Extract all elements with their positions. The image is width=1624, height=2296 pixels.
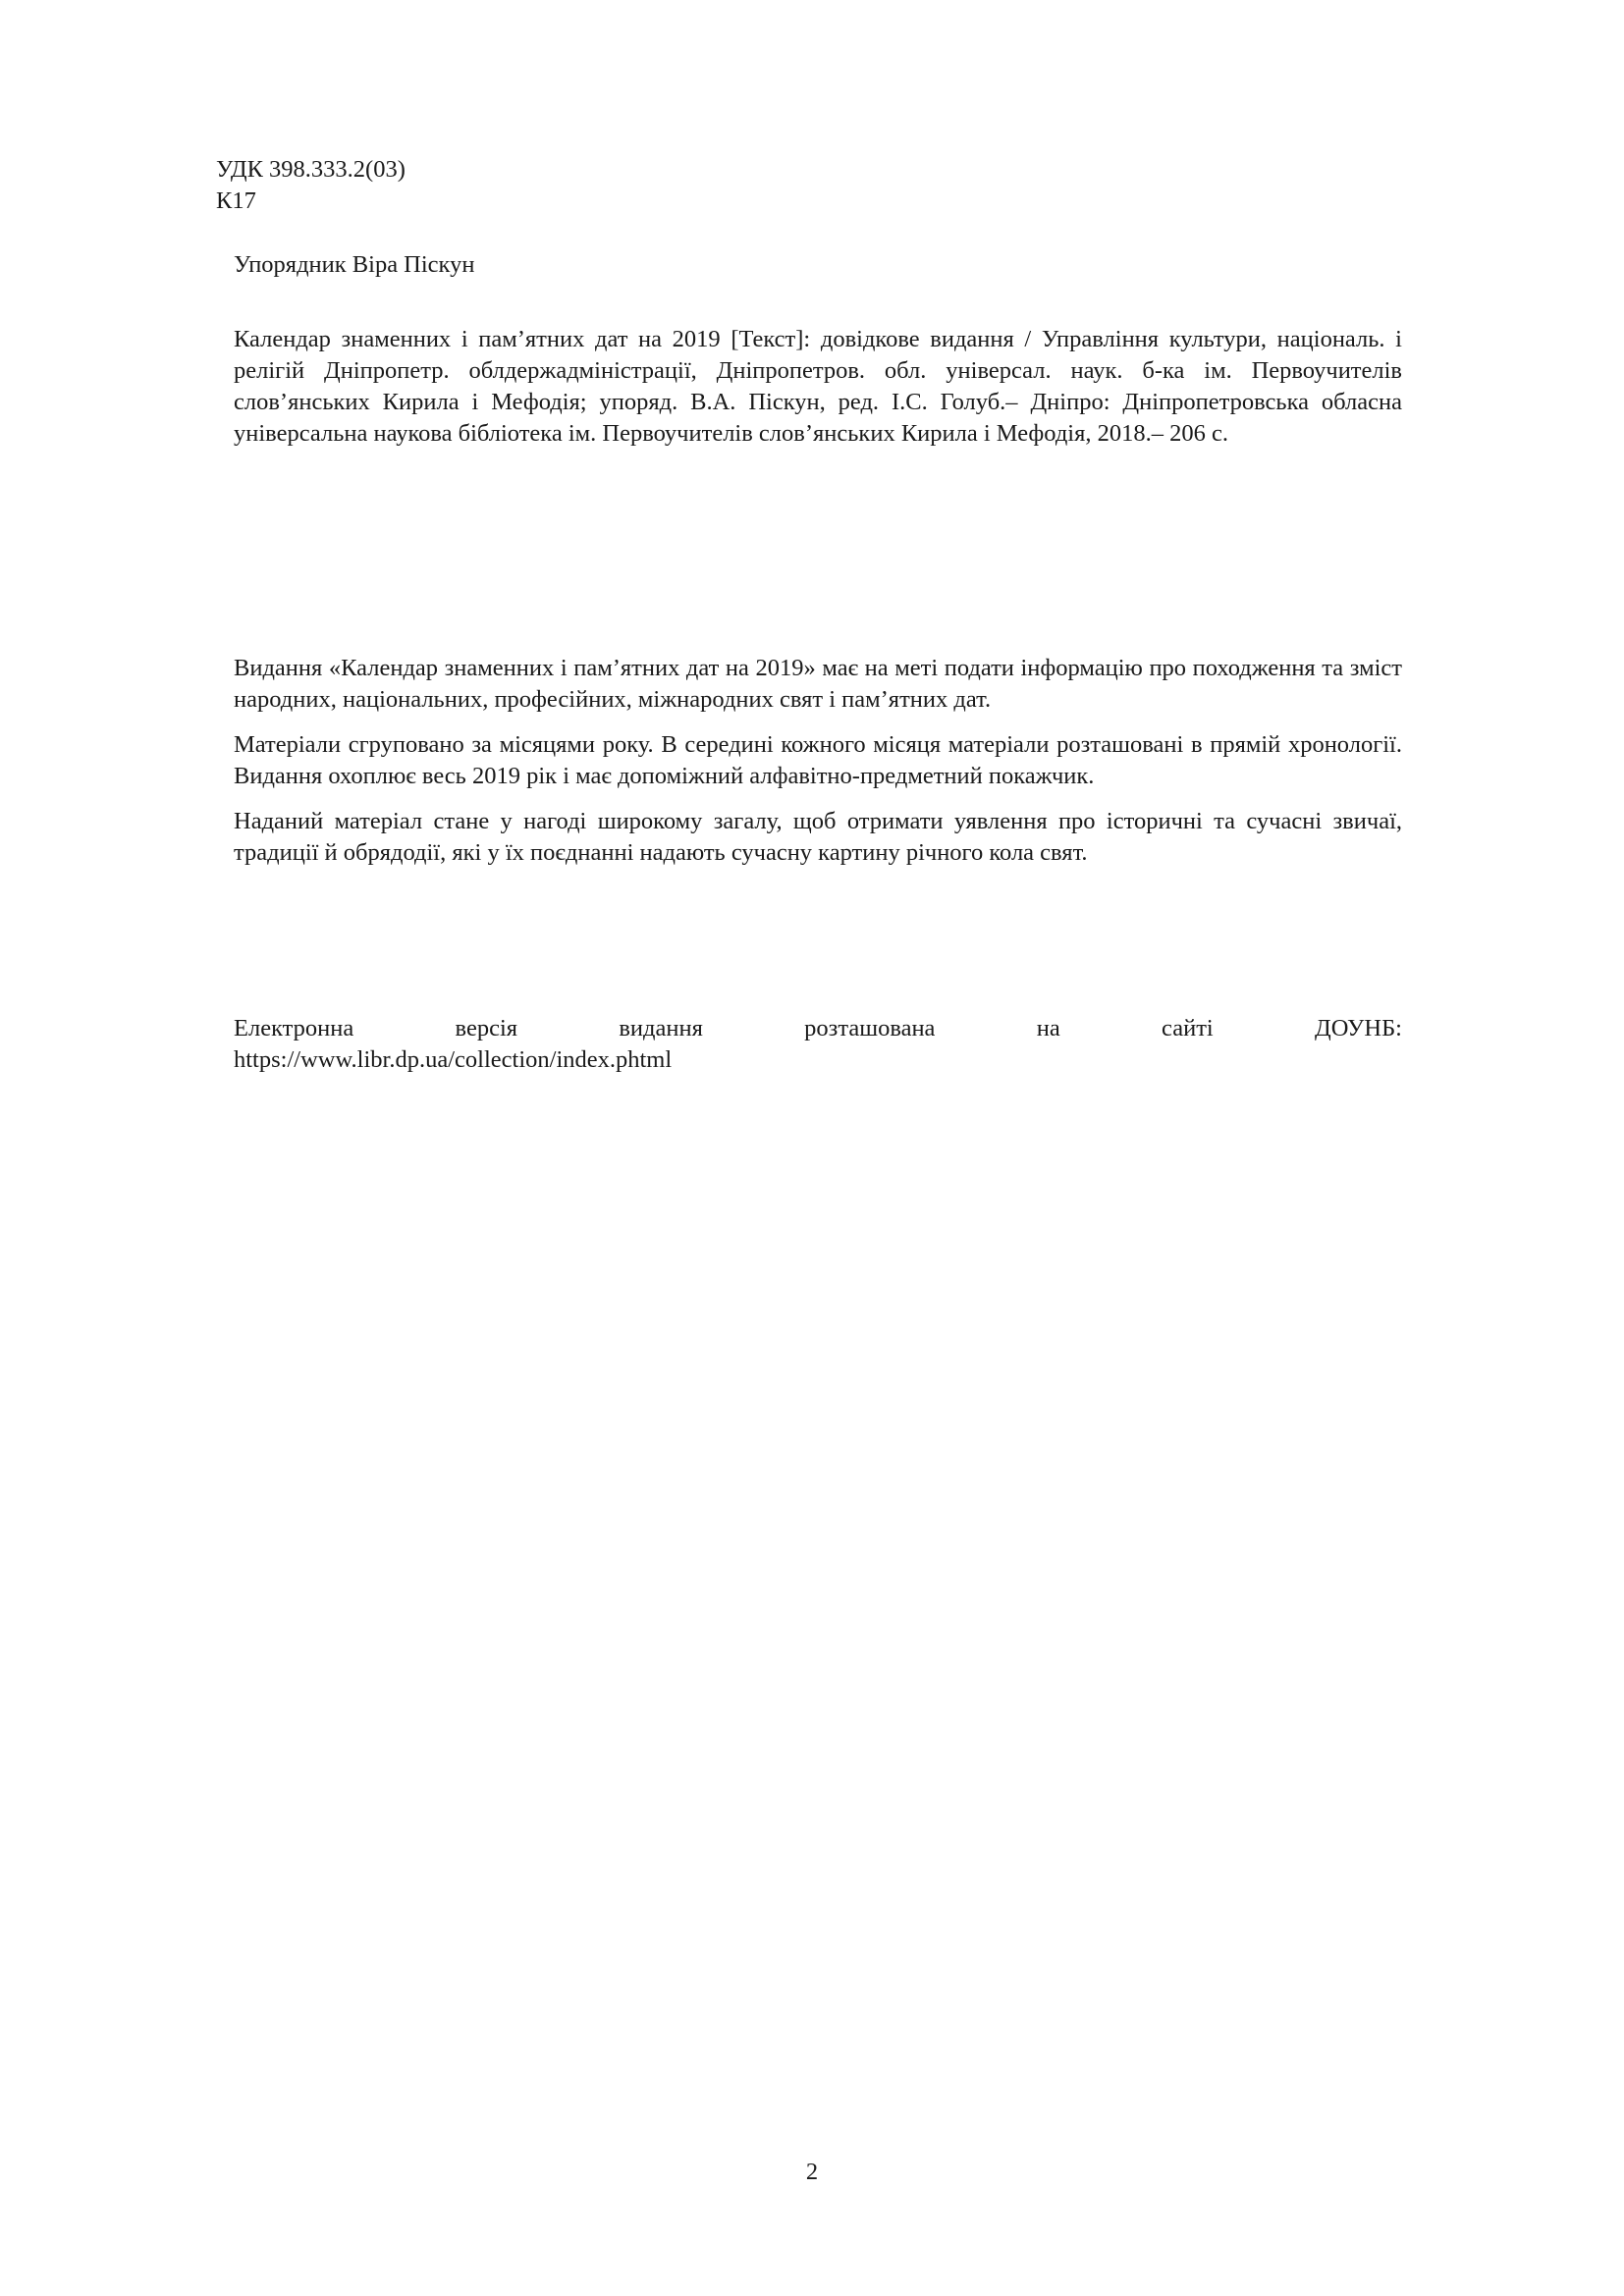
online-version-url: https://www.libr.dp.ua/collection/index.phtml (234, 1046, 673, 1073)
online-word: видання (619, 1015, 703, 1041)
online-word: сайті (1162, 1015, 1214, 1041)
online-word: розташована (804, 1015, 936, 1041)
page-number: 2 (805, 2159, 819, 2185)
bibliographic-record (234, 324, 1402, 450)
online-word: Електронна (234, 1015, 354, 1041)
online-version-note (234, 1013, 1402, 1076)
online-word: на (1036, 1015, 1060, 1041)
annotation-paragraph: Видання «Календар знаменних і пам’ятних дат на 2019» має на меті подати інформацію про походження та зміст народних, національних, професійних, міжнародних свят і пам’ятних дат. (234, 655, 1402, 713)
annotation-paragraph: Матеріали сгруповано за місяцями року. В середині кожного місяця матеріали розташовані в прямій хронології. Видання охоплює весь 2019 рік і має допоміжний алфавітно-предметний покажчик. (234, 731, 1402, 789)
online-version-line (234, 1013, 1402, 1044)
compiler-credit: Упорядник Віра Піскун (234, 251, 475, 278)
udk-classification (216, 154, 406, 217)
annotation-paragraph: Наданий матеріал стане у нагоді широкому загалу, щоб отримати уявлення про історичні та сучасні звичаї, традиції й обрядодії, які у їх поєднанні надають сучасну картину річного кола свят. (234, 808, 1402, 866)
bibliographic-record-text: Календар знаменних і пам’ятних дат на 2019 [Текст]: довідкове видання / Управління культури, національ. і релігій Дніпропетр. облдержадміністрації, Дніпропетров. обл. універсал. наук. б-ка ім. Первоучителів слов’янських Кирила і Мефодія; упоряд. В.А. Піскун, ред. І.С. Голуб.– Дніпро: Дніпропетровська обласна універсальна наукова бібліотека ім. Первоучителів слов’янських Кирила і Мефодія, 2018.– 206 с. (234, 326, 1402, 447)
udk-code: УДК 398.333.2(03) (216, 156, 406, 183)
annotation (234, 653, 1402, 882)
author-mark: К17 (216, 187, 256, 214)
online-word: ДОУНБ: (1315, 1015, 1402, 1041)
online-word: версія (455, 1015, 518, 1041)
